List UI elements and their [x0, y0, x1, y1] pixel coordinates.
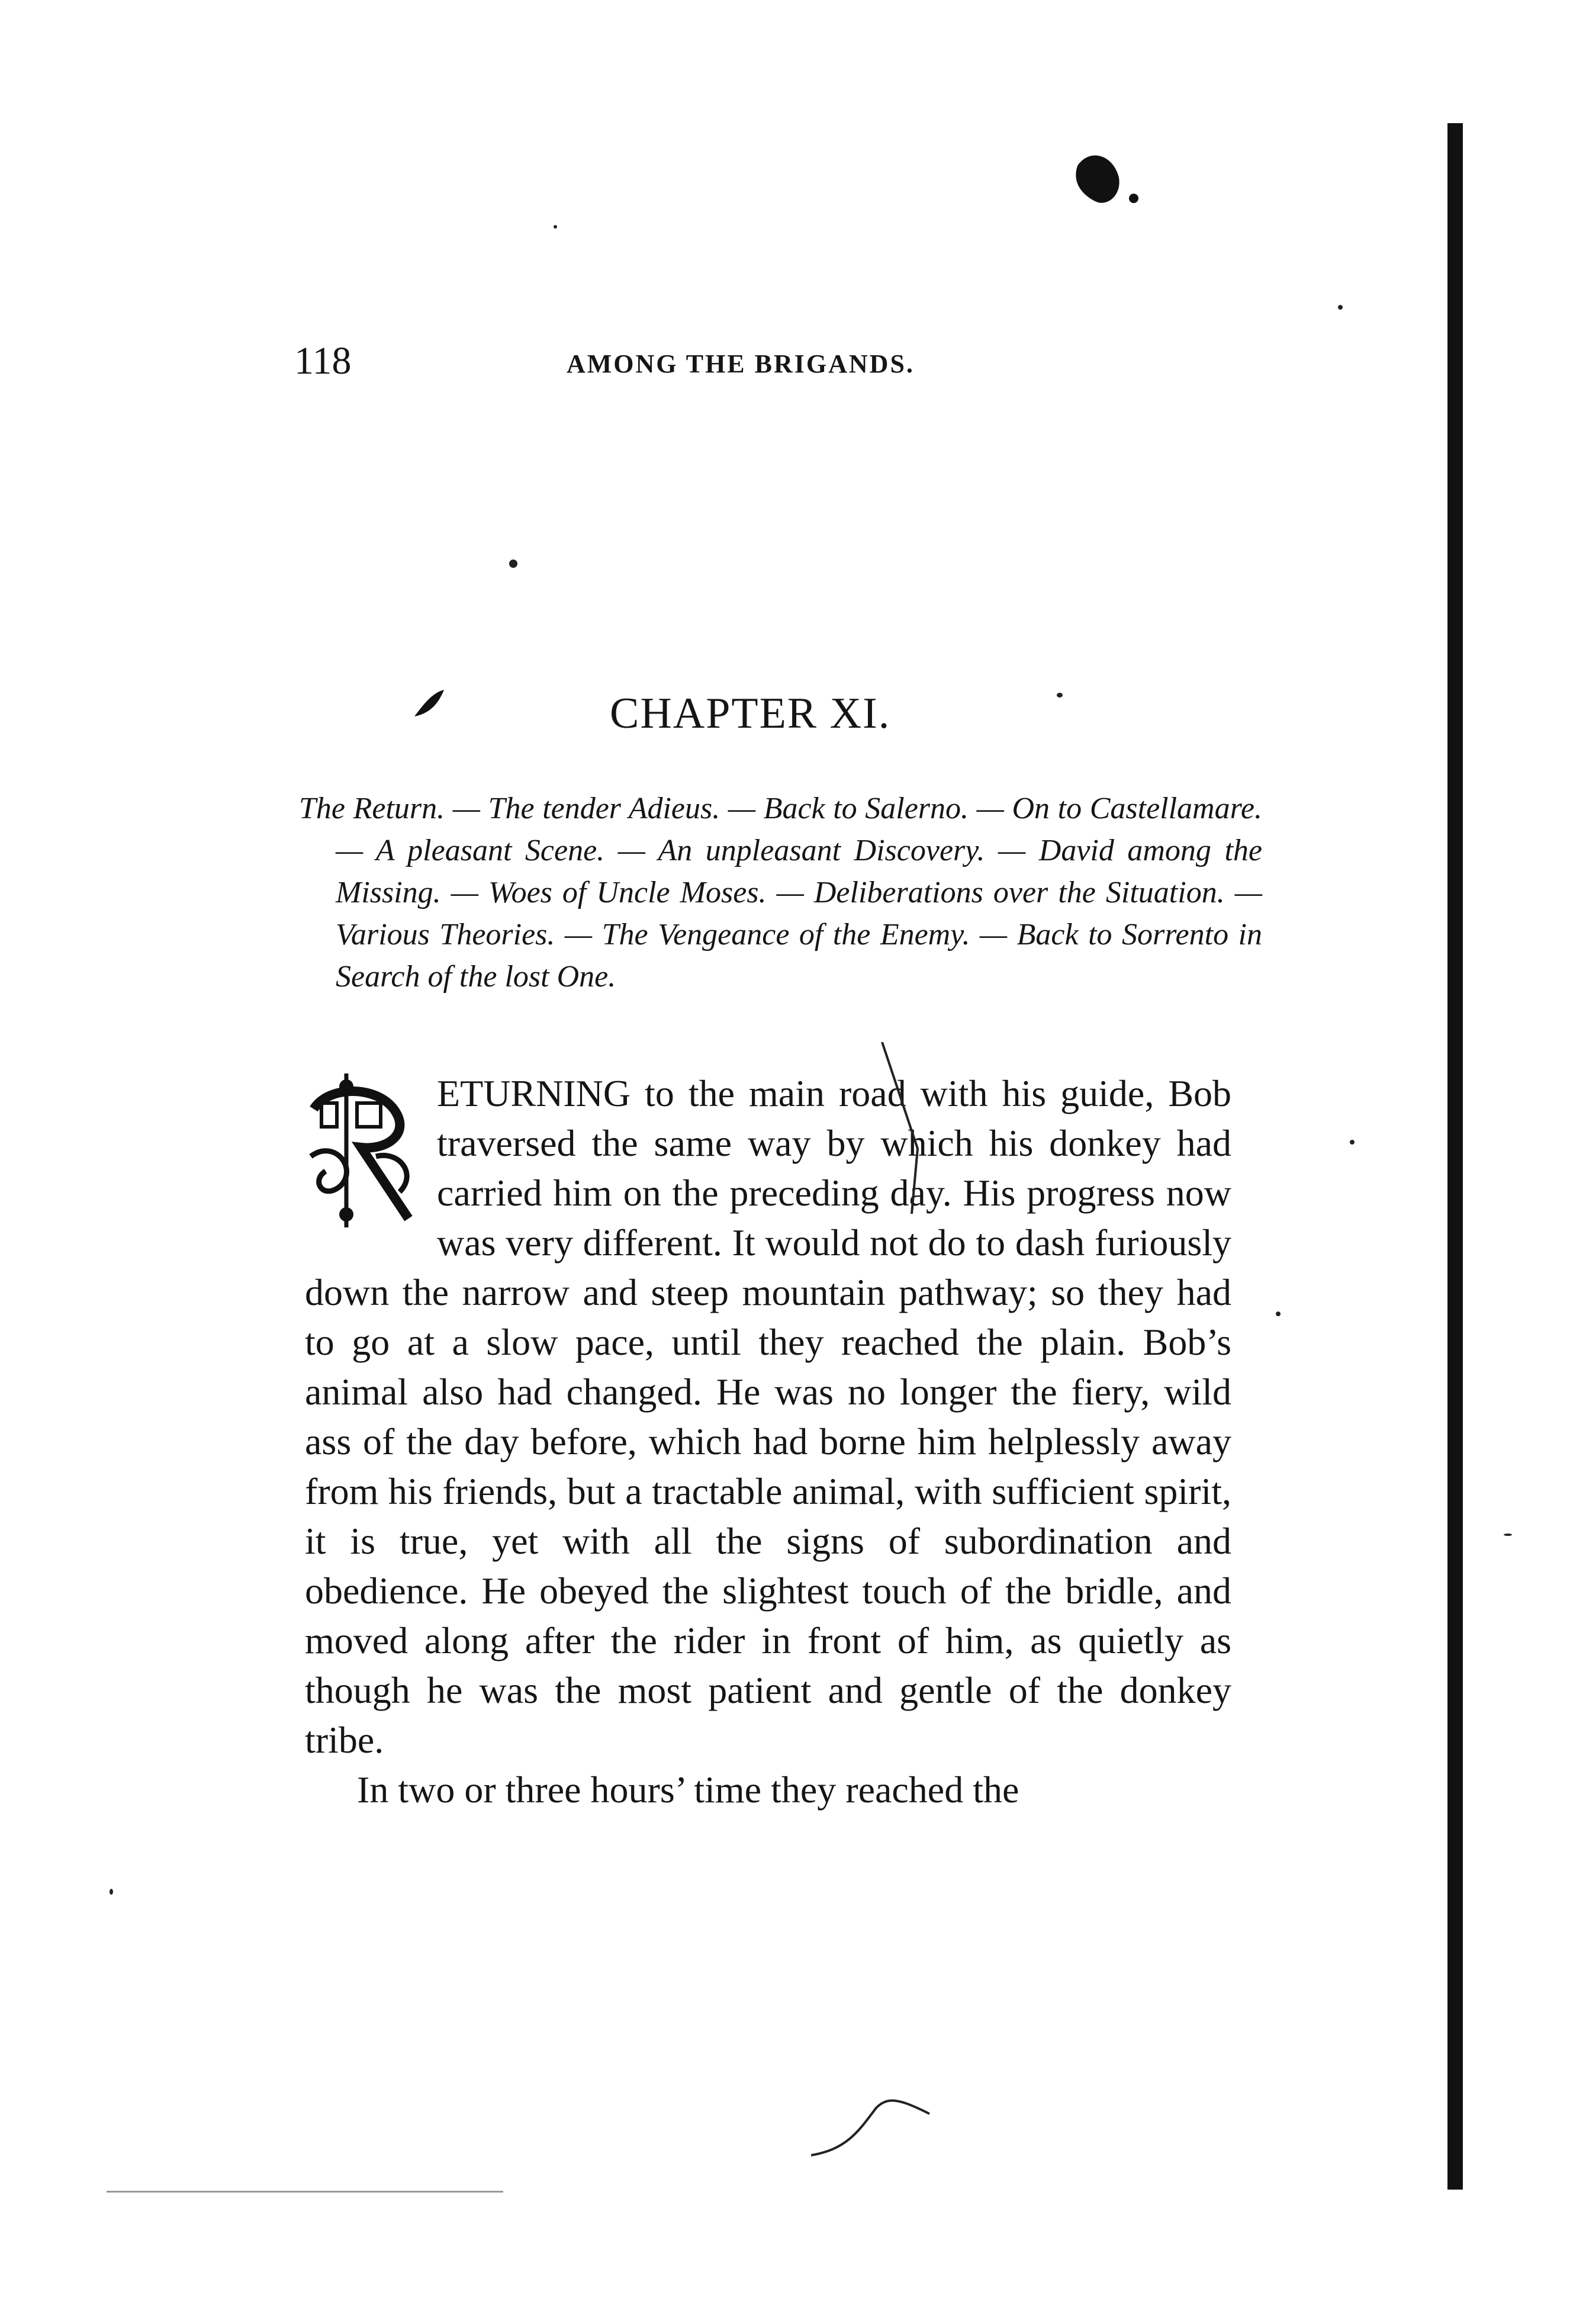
speck-mark [110, 1889, 113, 1895]
speck-mark [1276, 1312, 1281, 1316]
paragraph-1-text: ETURNING to the main road with his guide, Bob traversed the same way by which his donkey had carried him on the preceding day. His progress now was very different. It would not do to dash furiously down the narrow and steep mountain pathway; so they had to go at a slow pace, until they reached the plain. Bob’s animal also had changed. He was no longer the fiery, wild ass of the day before, which had borne him helplessly away from his friends, but a tractable animal, with sufficient spirit, it is true, yet with all the signs of subordination and obedience. He obeyed the slightest touch of the bridle, and moved along after the rider in front of him, as quietly as though he was the most patient and gentle of the donkey tribe. [305, 1072, 1231, 1761]
paragraph-2: In two or three hours’ time they reached the [357, 1769, 1019, 1811]
speck-mark [1338, 305, 1343, 310]
pen-stroke-mark [811, 2096, 935, 2161]
chapter-synopsis: The Return. — The tender Adieus. — Back to Salerno. — On to Castellamare. — A pleasant Scene. — An unpleasant Discovery. — David among the Missing. — Woes of Uncle Moses. — Deliberations over the Situation. — Various Theories. — The Vengeance of the Enemy. — Back to Sorrento in Search of the lost One. [299, 792, 1262, 994]
chapter-title: CHAPTER XI. [610, 689, 891, 738]
speck-mark [1504, 1534, 1512, 1536]
paragraph-1 [305, 1069, 1231, 1765]
page-number: 118 [294, 339, 352, 382]
speck-mark [1350, 1140, 1355, 1145]
ink-blot-mark [1066, 142, 1149, 219]
speck-mark [554, 225, 557, 229]
running-head [294, 337, 957, 385]
speck-mark [1057, 693, 1063, 697]
drop-cap-ornament [305, 1073, 426, 1227]
body-text [305, 1069, 1231, 1815]
ink-blot-mark [411, 687, 447, 722]
speck-mark [509, 560, 517, 568]
pen-stroke-mark [876, 1042, 959, 1338]
scan-edge-bar [1447, 123, 1463, 2190]
running-title: AMONG THE BRIGANDS. [567, 349, 915, 378]
ornament-icon [305, 1073, 426, 1227]
scan-edge-line [107, 2191, 503, 2193]
